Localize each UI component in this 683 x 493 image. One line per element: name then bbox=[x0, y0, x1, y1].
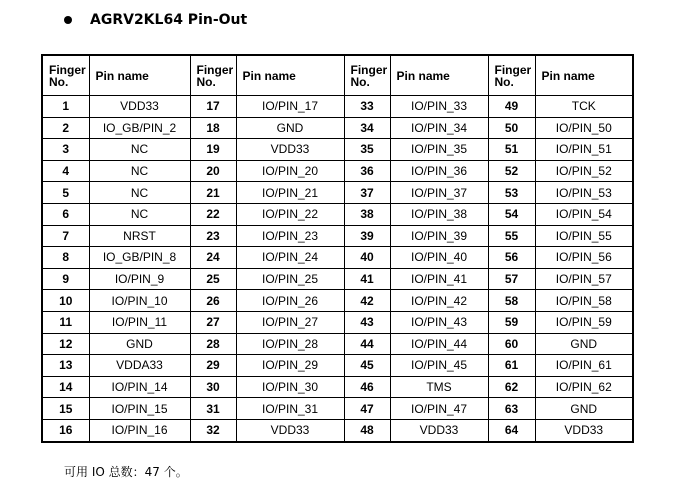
finger-number: 48 bbox=[344, 419, 390, 441]
pin-name: IO/PIN_9 bbox=[89, 268, 190, 290]
pin-name: IO/PIN_17 bbox=[236, 96, 344, 118]
finger-number: 26 bbox=[190, 290, 236, 312]
finger-number: 30 bbox=[190, 376, 236, 398]
finger-number: 39 bbox=[344, 225, 390, 247]
finger-number: 2 bbox=[42, 117, 89, 139]
finger-number: 58 bbox=[488, 290, 535, 312]
header-pin-name: Pin name bbox=[535, 55, 633, 96]
finger-number: 47 bbox=[344, 398, 390, 420]
pin-name: IO/PIN_30 bbox=[236, 376, 344, 398]
finger-number: 7 bbox=[42, 225, 89, 247]
table-row bbox=[42, 160, 633, 182]
finger-number: 9 bbox=[42, 268, 89, 290]
table-header-row bbox=[42, 55, 633, 96]
pin-name: NC bbox=[89, 203, 190, 225]
pin-name: IO/PIN_50 bbox=[535, 117, 633, 139]
finger-number: 45 bbox=[344, 355, 390, 377]
finger-number: 1 bbox=[42, 96, 89, 118]
pin-name: IO_GB/PIN_8 bbox=[89, 247, 190, 269]
pin-name: IO/PIN_52 bbox=[535, 160, 633, 182]
pin-name: IO/PIN_45 bbox=[390, 355, 488, 377]
finger-number: 31 bbox=[190, 398, 236, 420]
pin-name: IO/PIN_28 bbox=[236, 333, 344, 355]
finger-number: 55 bbox=[488, 225, 535, 247]
pin-name: IO/PIN_10 bbox=[89, 290, 190, 312]
finger-number: 40 bbox=[344, 247, 390, 269]
finger-number: 60 bbox=[488, 333, 535, 355]
table-row bbox=[42, 247, 633, 269]
pin-name: IO/PIN_15 bbox=[89, 398, 190, 420]
finger-number: 61 bbox=[488, 355, 535, 377]
pin-name: IO/PIN_20 bbox=[236, 160, 344, 182]
pin-name: NC bbox=[89, 139, 190, 161]
pin-name: IO/PIN_11 bbox=[89, 311, 190, 333]
pin-name: VDDA33 bbox=[89, 355, 190, 377]
pin-name: VDD33 bbox=[236, 419, 344, 441]
header-pin-name: Pin name bbox=[236, 55, 344, 96]
pin-name: GND bbox=[535, 398, 633, 420]
pin-name: IO/PIN_41 bbox=[390, 268, 488, 290]
pin-name: IO/PIN_37 bbox=[390, 182, 488, 204]
table-row bbox=[42, 96, 633, 118]
table-row bbox=[42, 311, 633, 333]
pin-name: IO/PIN_51 bbox=[535, 139, 633, 161]
finger-number: 12 bbox=[42, 333, 89, 355]
pin-name: IO/PIN_22 bbox=[236, 203, 344, 225]
pin-name: TCK bbox=[535, 96, 633, 118]
pin-name: IO/PIN_26 bbox=[236, 290, 344, 312]
finger-number: 22 bbox=[190, 203, 236, 225]
pin-name: VDD33 bbox=[89, 96, 190, 118]
pin-name: IO/PIN_40 bbox=[390, 247, 488, 269]
finger-number: 63 bbox=[488, 398, 535, 420]
finger-number: 11 bbox=[42, 311, 89, 333]
finger-number: 8 bbox=[42, 247, 89, 269]
finger-number: 56 bbox=[488, 247, 535, 269]
pin-name: NC bbox=[89, 160, 190, 182]
finger-number: 21 bbox=[190, 182, 236, 204]
finger-number: 43 bbox=[344, 311, 390, 333]
pin-name: IO/PIN_36 bbox=[390, 160, 488, 182]
pin-name: IO/PIN_33 bbox=[390, 96, 488, 118]
finger-number: 24 bbox=[190, 247, 236, 269]
pinout-table bbox=[41, 54, 634, 443]
pin-name: GND bbox=[89, 333, 190, 355]
header-finger-no: Finger No. bbox=[488, 55, 535, 96]
pin-name: IO/PIN_58 bbox=[535, 290, 633, 312]
pin-name: IO/PIN_34 bbox=[390, 117, 488, 139]
bullet-icon bbox=[64, 16, 72, 24]
header-finger-no: Finger No. bbox=[42, 55, 89, 96]
finger-number: 52 bbox=[488, 160, 535, 182]
header-finger-no: Finger No. bbox=[190, 55, 236, 96]
pin-name: VDD33 bbox=[390, 419, 488, 441]
finger-number: 59 bbox=[488, 311, 535, 333]
pin-name: NC bbox=[89, 182, 190, 204]
finger-number: 19 bbox=[190, 139, 236, 161]
pin-name: IO/PIN_42 bbox=[390, 290, 488, 312]
finger-number: 16 bbox=[42, 419, 89, 441]
table-row bbox=[42, 419, 633, 441]
finger-number: 37 bbox=[344, 182, 390, 204]
table-row bbox=[42, 376, 633, 398]
pin-name: VDD33 bbox=[236, 139, 344, 161]
pin-name: IO/PIN_44 bbox=[390, 333, 488, 355]
pin-name: IO/PIN_21 bbox=[236, 182, 344, 204]
finger-number: 4 bbox=[42, 160, 89, 182]
pin-name: IO/PIN_29 bbox=[236, 355, 344, 377]
pin-name: IO/PIN_56 bbox=[535, 247, 633, 269]
pin-name: IO/PIN_57 bbox=[535, 268, 633, 290]
pin-name: IO/PIN_38 bbox=[390, 203, 488, 225]
pin-name: IO/PIN_59 bbox=[535, 311, 633, 333]
pin-name: GND bbox=[236, 117, 344, 139]
pin-name: IO/PIN_23 bbox=[236, 225, 344, 247]
finger-number: 62 bbox=[488, 376, 535, 398]
finger-number: 6 bbox=[42, 203, 89, 225]
io-count-note: 可用 IO 总数：47 个。 bbox=[64, 465, 188, 479]
finger-number: 51 bbox=[488, 139, 535, 161]
header-finger-no: Finger No. bbox=[344, 55, 390, 96]
table-row bbox=[42, 290, 633, 312]
finger-number: 15 bbox=[42, 398, 89, 420]
finger-number: 33 bbox=[344, 96, 390, 118]
table-row bbox=[42, 203, 633, 225]
pin-name: IO/PIN_61 bbox=[535, 355, 633, 377]
pin-name: IO/PIN_43 bbox=[390, 311, 488, 333]
pin-name: NRST bbox=[89, 225, 190, 247]
finger-number: 5 bbox=[42, 182, 89, 204]
pin-name: IO/PIN_35 bbox=[390, 139, 488, 161]
table-row bbox=[42, 182, 633, 204]
table-row bbox=[42, 398, 633, 420]
pin-name: IO/PIN_54 bbox=[535, 203, 633, 225]
finger-number: 41 bbox=[344, 268, 390, 290]
finger-number: 49 bbox=[488, 96, 535, 118]
table-row bbox=[42, 139, 633, 161]
finger-number: 50 bbox=[488, 117, 535, 139]
pin-name: IO/PIN_53 bbox=[535, 182, 633, 204]
finger-number: 57 bbox=[488, 268, 535, 290]
header-pin-name: Pin name bbox=[89, 55, 190, 96]
finger-number: 36 bbox=[344, 160, 390, 182]
section-title: AGRV2KL64 Pin-Out bbox=[90, 12, 248, 28]
finger-number: 32 bbox=[190, 419, 236, 441]
table-row bbox=[42, 268, 633, 290]
finger-number: 44 bbox=[344, 333, 390, 355]
pin-name: TMS bbox=[390, 376, 488, 398]
pin-name: IO_GB/PIN_2 bbox=[89, 117, 190, 139]
pin-name: IO/PIN_24 bbox=[236, 247, 344, 269]
section-heading bbox=[64, 12, 247, 28]
finger-number: 42 bbox=[344, 290, 390, 312]
finger-number: 54 bbox=[488, 203, 535, 225]
pin-name: GND bbox=[535, 333, 633, 355]
pin-name: IO/PIN_31 bbox=[236, 398, 344, 420]
pin-name: IO/PIN_14 bbox=[89, 376, 190, 398]
pin-name: IO/PIN_25 bbox=[236, 268, 344, 290]
finger-number: 27 bbox=[190, 311, 236, 333]
finger-number: 20 bbox=[190, 160, 236, 182]
pin-name: IO/PIN_55 bbox=[535, 225, 633, 247]
pin-name: VDD33 bbox=[535, 419, 633, 441]
finger-number: 29 bbox=[190, 355, 236, 377]
finger-number: 64 bbox=[488, 419, 535, 441]
finger-number: 14 bbox=[42, 376, 89, 398]
finger-number: 38 bbox=[344, 203, 390, 225]
finger-number: 34 bbox=[344, 117, 390, 139]
finger-number: 28 bbox=[190, 333, 236, 355]
table-row bbox=[42, 117, 633, 139]
finger-number: 25 bbox=[190, 268, 236, 290]
header-pin-name: Pin name bbox=[390, 55, 488, 96]
table-row bbox=[42, 333, 633, 355]
pin-name: IO/PIN_39 bbox=[390, 225, 488, 247]
pin-name: IO/PIN_16 bbox=[89, 419, 190, 441]
finger-number: 13 bbox=[42, 355, 89, 377]
table-row bbox=[42, 225, 633, 247]
finger-number: 23 bbox=[190, 225, 236, 247]
finger-number: 10 bbox=[42, 290, 89, 312]
finger-number: 53 bbox=[488, 182, 535, 204]
finger-number: 18 bbox=[190, 117, 236, 139]
finger-number: 3 bbox=[42, 139, 89, 161]
finger-number: 17 bbox=[190, 96, 236, 118]
finger-number: 35 bbox=[344, 139, 390, 161]
pin-name: IO/PIN_62 bbox=[535, 376, 633, 398]
pin-name: IO/PIN_27 bbox=[236, 311, 344, 333]
finger-number: 46 bbox=[344, 376, 390, 398]
pin-name: IO/PIN_47 bbox=[390, 398, 488, 420]
table-row bbox=[42, 355, 633, 377]
